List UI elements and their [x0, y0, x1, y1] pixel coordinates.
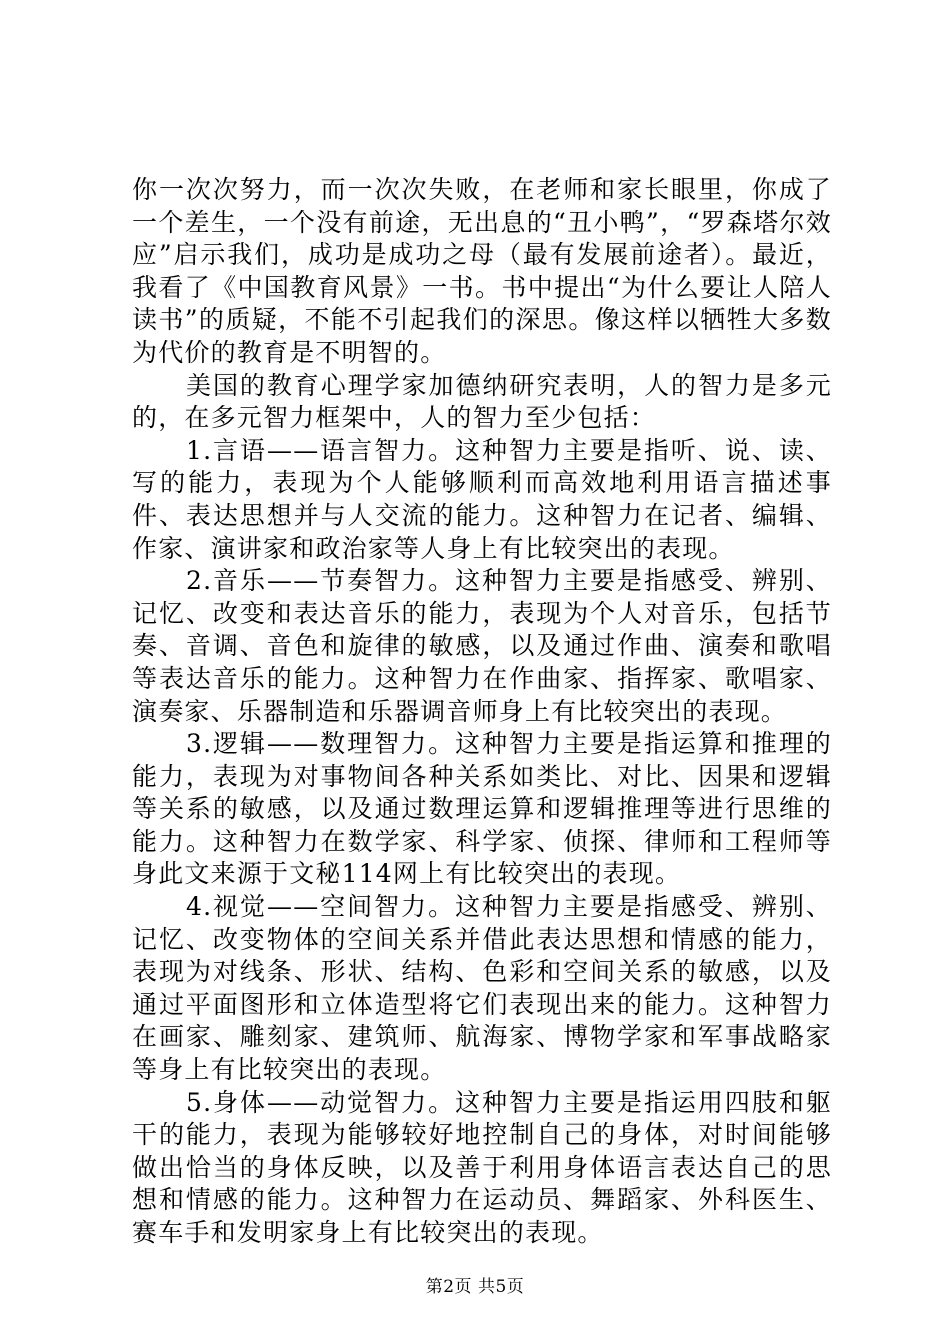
list-item-musical-rhythmic: 2.音乐——节奏智力。这种智力主要是指感受、辨别、记忆、改变和表达音乐的能力，表现为个人对音乐，包括节奏、音调、音色和旋律的敏感，以及通过作曲、演奏和歌唱等表达音乐的能力。这种智力在作曲家、指挥家、歌唱家、演奏家、乐器制造和乐器调音师身上有比较突出的表现。 — [132, 566, 832, 726]
document-body — [132, 174, 832, 1250]
list-item-bodily-kinesthetic: 5.身体——动觉智力。这种智力主要是指运用四肢和躯干的能力，表现为能够较好地控制自己的身体，对时间能够做出恰当的身体反映，以及善于利用身体语言表达自己的思想和情感的能力。这种智力在运动员、舞蹈家、外科医生、赛车手和发明家身上有比较突出的表现。 — [132, 1087, 832, 1247]
list-item-verbal-linguistic: 1.言语——语言智力。这种智力主要是指听、说、读、写的能力，表现为个人能够顺利而高效地利用语言描述事件、表达思想并与人交流的能力。这种智力在记者、编辑、作家、演讲家和政治家等人身上有比较突出的表现。 — [132, 435, 832, 563]
list-item-logical-mathematical: 3.逻辑——数理智力。这种智力主要是指运算和推理的能力，表现为对事物间各种关系如类比、对比、因果和逻辑等关系的敏感，以及通过数理运算和逻辑推理等进行思维的能力。这种智力在数学家、科学家、侦探、律师和工程师等身此文来源于文秘114网上有比较突出的表现。 — [132, 729, 832, 889]
paragraph: 你一次次努力，而一次次失败，在老师和家长眼里，你成了一个差生，一个没有前途，无出息的“丑小鸭”，“罗森塔尔效应”启示我们，成功是成功之母（最有发展前途者）。最近，我看了《中国教育风景》一书。书中提出“为什么要让人陪人读书”的质疑，不能不引起我们的深思。像这样以牺牲大多数为代价的教育是不明智的。 — [132, 175, 832, 367]
page-footer: 第2页 共5页 — [425, 1277, 525, 1297]
paragraph: 美国的教育心理学家加德纳研究表明，人的智力是多元的，在多元智力框架中，人的智力至少包括： — [132, 370, 832, 433]
list-item-visual-spatial: 4.视觉——空间智力。这种智力主要是指感受、辨别、记忆、改变物体的空间关系并借此表达思想和情感的能力，表现为对线条、形状、结构、色彩和空间关系的敏感，以及通过平面图形和立体造型将它们表现出来的能力。这种智力在画家、雕刻家、建筑师、航海家、博物学家和军事战略家等身上有比较突出的表现。 — [132, 892, 832, 1085]
